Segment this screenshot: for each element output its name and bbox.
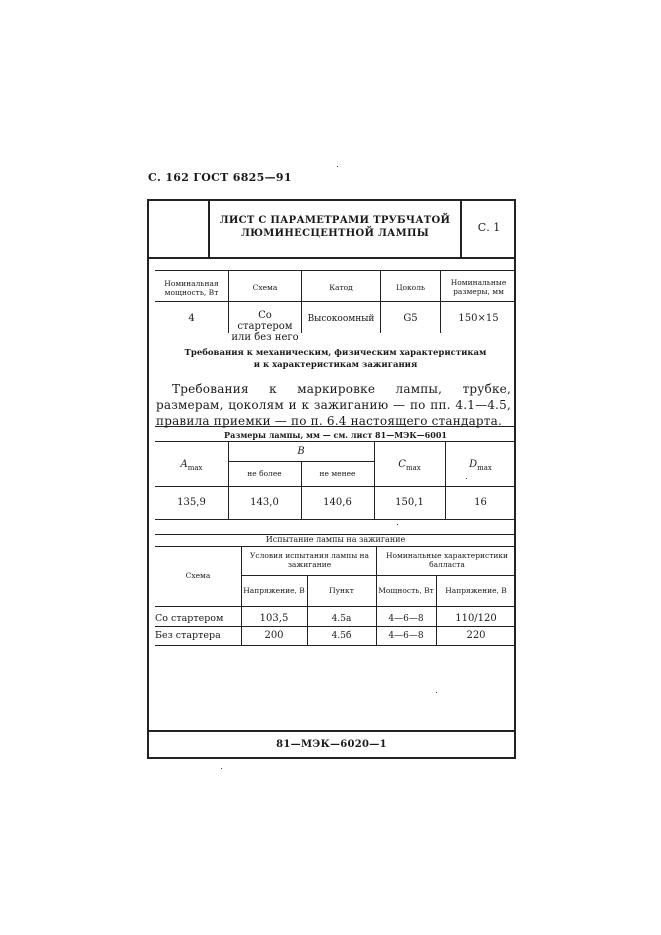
params-table-top bbox=[155, 270, 516, 271]
ignition-header-ballast: Номинальные характеристики балласта bbox=[385, 551, 509, 569]
dims-header-b-not-less: не менее bbox=[319, 469, 356, 478]
ignition-row1-voltage: 103,5 bbox=[259, 613, 289, 624]
sheet-title-line1: ЛИСТ С ПАРАМЕТРАМИ ТРУБЧАТОЙ bbox=[219, 215, 451, 226]
ignition-subheader-voltage: Напряжение, В bbox=[243, 586, 305, 595]
ignition-caption-rule bbox=[155, 546, 516, 547]
params-header-cathode: Катод bbox=[329, 283, 353, 292]
ignition-row1-rule bbox=[155, 626, 516, 627]
params-col-div-1 bbox=[228, 270, 229, 333]
dims-header-b-not-more: не более bbox=[247, 469, 282, 478]
ignition-caption: Испытание лампы на зажигание bbox=[265, 535, 406, 544]
ignition-subheader-voltage-2: Напряжение, В bbox=[445, 586, 507, 595]
ignition-subheader-point: Пункт bbox=[329, 586, 354, 595]
scan-speck bbox=[466, 478, 467, 479]
scan-speck bbox=[337, 166, 338, 167]
dims-value-a-max: 135,9 bbox=[177, 497, 206, 508]
params-value-power: 4 bbox=[188, 313, 195, 324]
sheet-number: С. 1 bbox=[477, 221, 501, 234]
dims-value-d-max: 16 bbox=[474, 497, 487, 508]
ignition-header-rule bbox=[155, 606, 516, 607]
scan-speck bbox=[397, 524, 398, 525]
ignition-group-rule bbox=[241, 575, 516, 576]
footer-sheet-code: 81—МЭК—6020—1 bbox=[276, 739, 387, 750]
sheet-title-line2: ЛЮМИНЕСЦЕНТНОЙ ЛАМПЫ bbox=[240, 228, 430, 239]
page-header: С. 162 ГОСТ 6825—91 bbox=[148, 171, 292, 184]
params-table-header-rule bbox=[155, 301, 516, 302]
ignition-header-conditions: Условия испытания лампы на зажигание bbox=[249, 551, 370, 569]
ignition-row2-point: 4.5б bbox=[331, 631, 352, 641]
dims-value-b-not-less: 140,6 bbox=[323, 497, 352, 508]
params-header-dimensions: Номинальные размеры, мм bbox=[450, 278, 507, 296]
dims-header-b: B bbox=[297, 446, 305, 457]
ignition-row2-power: 4—6—8 bbox=[388, 631, 424, 641]
dims-caption: Размеры лампы, мм — см. лист 81—МЭК—6001 bbox=[224, 430, 447, 440]
ignition-header-scheme: Схема bbox=[185, 571, 211, 580]
ignition-row2-voltage: 200 bbox=[264, 630, 284, 641]
params-value-base: G5 bbox=[403, 313, 418, 324]
ignition-bottom-rule bbox=[155, 645, 516, 646]
title-bottom-rule bbox=[147, 257, 516, 259]
requirements-heading-line2: и к характеристикам зажигания bbox=[253, 360, 418, 370]
dims-header-c-max: $C_{max}$ bbox=[398, 459, 421, 472]
dims-value-b-not-more: 143,0 bbox=[250, 497, 279, 508]
params-value-scheme: Со стартером или без него bbox=[231, 310, 299, 343]
dims-header-rule bbox=[155, 486, 516, 487]
params-header-base: Цоколь bbox=[395, 283, 426, 292]
dims-header-a-max: $A_{max}$ bbox=[180, 459, 203, 472]
params-header-scheme: Схема bbox=[252, 283, 278, 292]
ignition-row2-voltage-2: 220 bbox=[466, 630, 486, 641]
params-value-cathode: Высокоомный bbox=[307, 314, 375, 324]
ignition-row1-scheme: Со стартером bbox=[155, 613, 224, 624]
footer-rule bbox=[147, 730, 516, 732]
ignition-row1-power: 4—6—8 bbox=[388, 614, 424, 624]
requirements-heading-line1: Требования к механическим, физическим характеристикам bbox=[184, 348, 487, 358]
dims-table-top bbox=[155, 426, 516, 427]
dims-value-c-max: 150,1 bbox=[395, 497, 424, 508]
ignition-row1-voltage-2: 110/120 bbox=[455, 613, 497, 624]
params-value-dimensions: 150×15 bbox=[458, 313, 499, 324]
ignition-row2-scheme: Без стартера bbox=[155, 630, 221, 641]
scan-speck bbox=[221, 768, 222, 769]
scan-speck bbox=[436, 692, 437, 693]
ignition-subheader-power: Мощность, Вт bbox=[378, 586, 434, 595]
ignition-row1-point: 4.5а bbox=[331, 614, 352, 624]
dims-caption-rule bbox=[155, 441, 516, 442]
params-header-power: Номинальная мощность, Вт bbox=[164, 279, 219, 297]
dims-header-d-max: $D_{max}$ bbox=[469, 459, 492, 472]
requirements-paragraph: Требования к маркировке лампы, трубке, размерам, цоколям и к зажиганию — по пп. 4.1—4.5, правила приемки — по п. 6.4 настоящего стандарта. bbox=[156, 382, 511, 428]
dims-bottom-rule bbox=[155, 519, 516, 520]
